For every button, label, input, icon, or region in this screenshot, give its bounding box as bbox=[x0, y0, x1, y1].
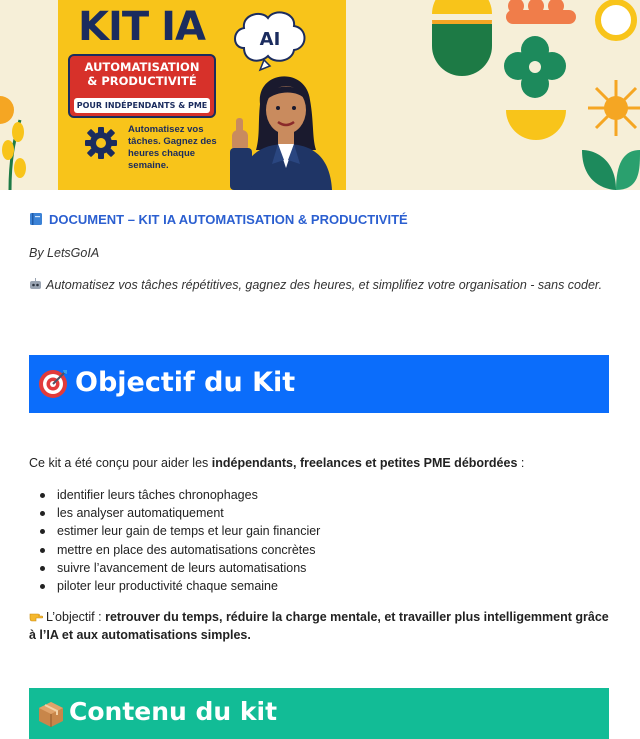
blue-book-icon bbox=[29, 212, 43, 226]
robot-icon bbox=[29, 278, 42, 290]
section-title-contents: Contenu du kit bbox=[69, 697, 278, 726]
cover-title: KIT IA bbox=[78, 4, 205, 50]
list-item: piloter leur productivité chaque semaine bbox=[29, 577, 609, 595]
objective-bullet-list bbox=[29, 486, 609, 595]
objective-goal bbox=[29, 608, 609, 644]
package-icon bbox=[37, 700, 65, 728]
list-item: estimer leur gain de temps et leur gain financier bbox=[29, 522, 609, 540]
cover-red-line-2: & PRODUCTIVITÉ bbox=[87, 74, 197, 88]
list-item: suivre l’avancement de leurs automatisations bbox=[29, 559, 609, 577]
goal-bold: retrouver du temps, réduire la charge mentale, et travailler plus intelligemment grâce à l’IA et aux automatisations simples. bbox=[29, 610, 609, 642]
intro-bold: indépendants, freelances et petites PME débordées bbox=[211, 456, 518, 470]
cover-red-line-1: AUTOMATISATION bbox=[84, 60, 200, 74]
list-item: les analyser automatiquement bbox=[29, 504, 609, 522]
ai-badge-text: AI bbox=[259, 29, 281, 50]
document-heading bbox=[29, 212, 609, 227]
cover-audience: POUR INDÉPENDANTS & PME bbox=[74, 98, 210, 113]
document-tagline bbox=[29, 276, 609, 294]
tagline-text: Automatisez vos tâches répétitives, gagnez des heures, et simplifiez votre organisation - sans coder. bbox=[46, 278, 603, 292]
objective-intro bbox=[29, 456, 609, 470]
hero-banner bbox=[0, 0, 640, 190]
cover-subtitle: Automatisez vos tâches. Gagnez des heures chaque semaine. bbox=[128, 124, 217, 171]
document-title-text: DOCUMENT – KIT IA AUTOMATISATION & PRODUCTIVITÉ bbox=[49, 212, 408, 227]
pointing-hand-icon bbox=[29, 611, 43, 622]
section-header-contents bbox=[29, 688, 609, 739]
goal-prefix: L’objectif : bbox=[46, 610, 106, 624]
section-header-objective bbox=[29, 355, 609, 413]
businesswoman-illustration bbox=[226, 60, 346, 190]
gear-icon bbox=[84, 126, 118, 160]
decorative-geometric-shapes bbox=[346, 0, 640, 190]
cover-red-label bbox=[68, 54, 216, 118]
section-title-objective: Objectif du Kit bbox=[75, 367, 296, 398]
kit-cover-image bbox=[58, 0, 346, 190]
list-item: mettre en place des automatisations concrètes bbox=[29, 541, 609, 559]
list-item: identifier leurs tâches chronophages bbox=[29, 486, 609, 504]
target-icon bbox=[37, 368, 69, 400]
author-byline: By LetsGoIA bbox=[29, 246, 100, 260]
decorative-plant-left bbox=[0, 0, 58, 190]
intro-suffix: : bbox=[517, 456, 525, 470]
intro-prefix: Ce kit a été conçu pour aider les bbox=[29, 456, 212, 470]
